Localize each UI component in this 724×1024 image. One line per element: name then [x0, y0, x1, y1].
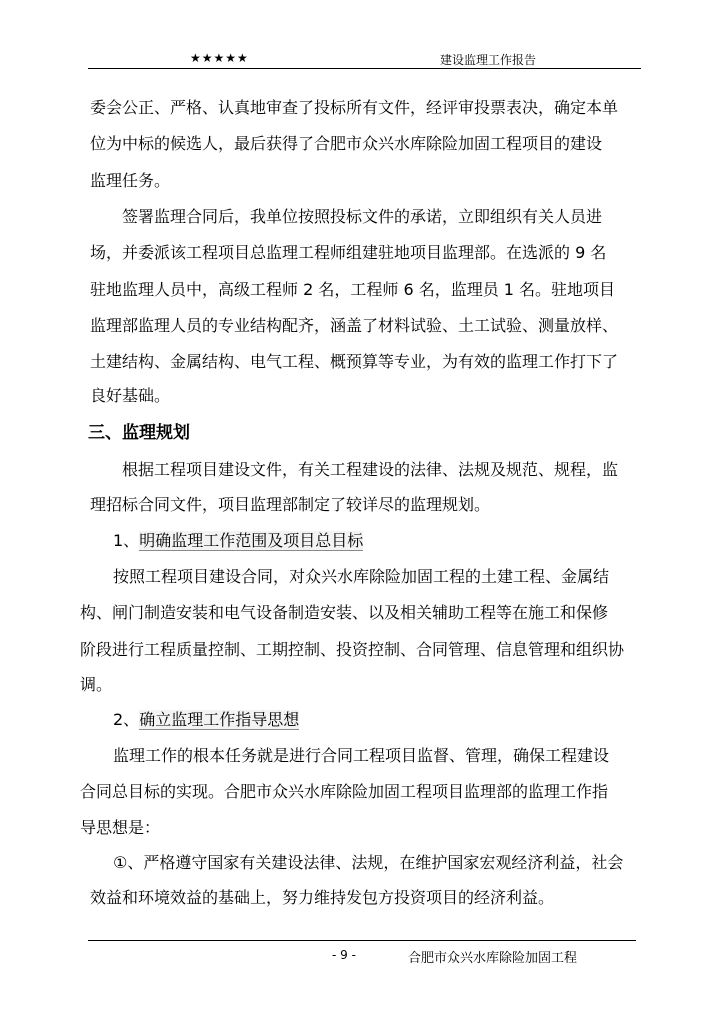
para2-line5: 土建结构、金属结构、电气工程、概预算等专业，为有效的监理工作打下了	[90, 352, 619, 371]
sub2-bullet-line2: 效益和环境效益的基础上，努力维持发包方投资项目的经济利益。	[90, 888, 555, 907]
sub1-line1: 按照工程项目建设合同，对众兴水库除险加固工程的土建工程、金属结	[113, 567, 610, 586]
para1-line2: 位为中标的候选人，最后获得了合肥市众兴水库除险加固工程项目的建设	[90, 134, 603, 153]
section3-line2: 理招标合同文件，项目监理部制定了较详尽的监理规划。	[90, 495, 491, 514]
sub2-line1: 监理工作的根本任务就是进行合同工程项目监督、管理，确保工程建设	[113, 746, 610, 765]
sub1-line4: 调。	[80, 675, 113, 694]
subsection-1-heading	[113, 531, 363, 551]
sub1-line2: 构、闸门制造安装和电气设备制造安装、以及相关辅助工程等在施工和保修	[80, 603, 609, 622]
subsection-2-title: 确立监理工作指导思想	[139, 710, 300, 729]
subsection-2-heading	[113, 710, 299, 730]
sub2-line3: 导思想是：	[80, 818, 161, 837]
para2-line6: 良好基础。	[90, 386, 171, 405]
para1-line3: 监理任务。	[90, 171, 171, 190]
section-heading: 三、监理规划	[88, 423, 190, 443]
sub2-bullet-line1: ①、严格遵守国家有关建设法律、法规，在维护国家宏观经济利益，社会	[113, 853, 624, 872]
subsection-2-number: 2、	[113, 710, 140, 729]
sub1-line3: 阶段进行工程质量控制、工期控制、投资控制、合同管理、信息管理和组织协	[80, 640, 625, 659]
subsection-1-title: 明确监理工作范围及项目总目标	[139, 531, 364, 550]
para2-line1: 签署监理合同后，我单位按照投标文件的承诺，立即组织有关人员进	[122, 207, 603, 226]
sub2-line2: 合同总目标的实现。合肥市众兴水库除险加固工程项目监理部的监理工作指	[80, 782, 609, 801]
footer-rule	[88, 940, 636, 941]
footer-project-name: 合肥市众兴水库除险加固工程	[408, 951, 578, 966]
para2-line3: 驻地监理人员中，高级工程师 2 名，工程师 6 名，监理员 1 名。驻地项目	[90, 280, 616, 299]
para1-line1: 委会公正、严格、认真地审查了投标所有文件，经评审投票表决，确定本单	[90, 98, 619, 117]
para2-line4: 监理部监理人员的专业结构配齐，涵盖了材料试验、土工试验、测量放样、	[90, 316, 619, 335]
section3-line1: 根据工程项目建设文件，有关工程建设的法律、法规及规范、规程，监	[122, 460, 619, 479]
header-title: 建设监理工作报告	[440, 53, 537, 67]
para2-line2: 场，并委派该工程项目总监理工程师组建驻地项目监理部。在选派的 9 名	[90, 243, 607, 262]
header-stars: ★★★★★	[190, 51, 249, 65]
header-rule	[88, 68, 641, 69]
page-number: - 9 -	[332, 948, 356, 962]
subsection-1-number: 1、	[113, 531, 140, 550]
